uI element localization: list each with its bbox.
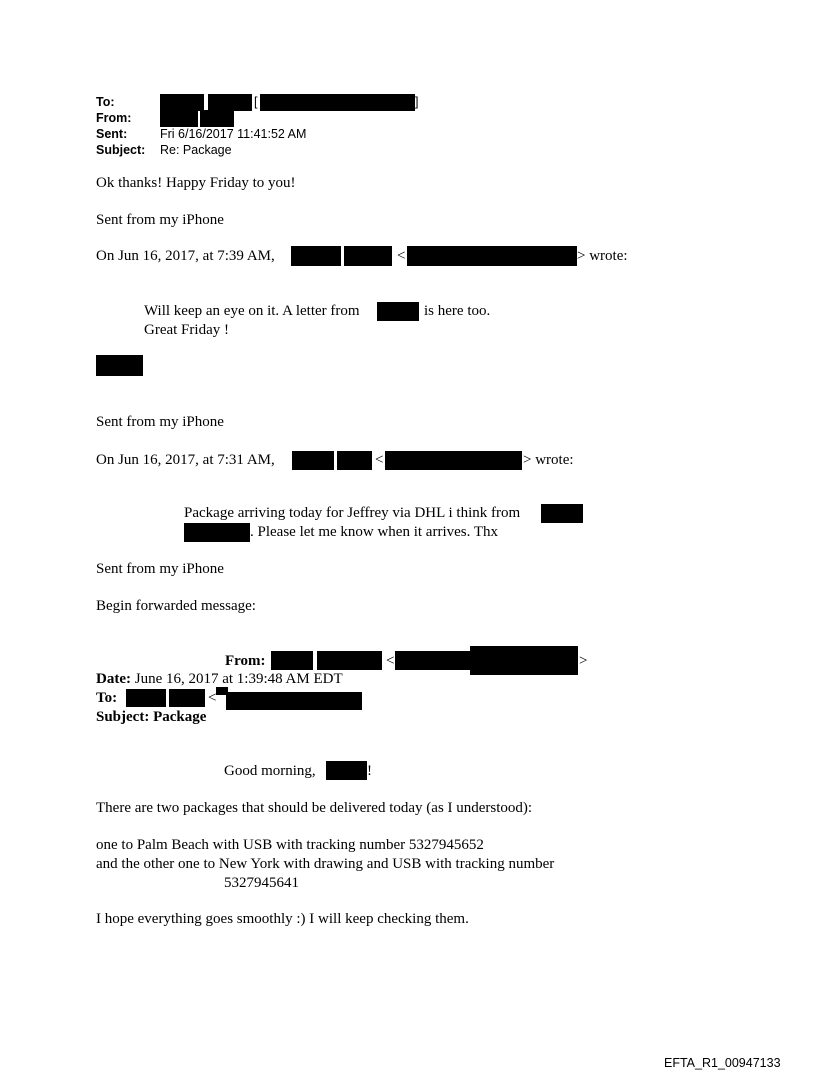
redaction (317, 651, 382, 670)
signature: Sent from my iPhone (96, 212, 224, 228)
lt-symbol: < (208, 690, 217, 706)
fwd-to-label: To: (96, 690, 118, 706)
redaction (184, 523, 250, 542)
signature: Sent from my iPhone (96, 414, 224, 430)
redaction (226, 692, 362, 710)
quote-body: Great Friday ! (144, 322, 229, 338)
lt-symbol: < (386, 653, 395, 669)
redaction (160, 110, 198, 127)
redaction (395, 651, 471, 670)
redaction (292, 451, 334, 470)
body-paragraph: I hope everything goes smoothly :) I will keep checking them. (96, 911, 469, 927)
quote-intro: On Jun 16, 2017, at 7:31 AM, (96, 452, 275, 468)
redaction (160, 94, 204, 111)
redaction (271, 651, 313, 670)
redaction (470, 646, 578, 675)
redaction (291, 246, 341, 266)
subject-label: Subject: (96, 143, 146, 157)
gt-symbol: > (579, 653, 588, 669)
bracket-close: ] (415, 95, 419, 109)
body-paragraph: and the other one to New York with drawing and USB with tracking number (96, 856, 555, 872)
redaction (541, 504, 583, 523)
redaction (96, 355, 143, 376)
redaction (126, 689, 166, 707)
fwd-subject: Subject: Package (96, 709, 207, 725)
redaction (260, 94, 415, 111)
reply-text: Ok thanks! Happy Friday to you! (96, 175, 296, 191)
quote-body: . Please let me know when it arrives. Thx (250, 524, 498, 540)
quote-intro-suffix: > wrote: (577, 248, 628, 264)
redaction (326, 761, 367, 780)
fwd-from-label: From: (225, 653, 266, 669)
signature: Sent from my iPhone (96, 561, 224, 577)
redaction (200, 110, 234, 127)
forward-label: Begin forwarded message: (96, 598, 256, 614)
body-paragraph: There are two packages that should be delivered today (as I understood): (96, 800, 533, 816)
from-label: From: (96, 111, 132, 125)
quote-intro: On Jun 16, 2017, at 7:39 AM, (96, 248, 275, 264)
redaction (407, 246, 577, 266)
quote-body: Will keep an eye on it. A letter from (144, 303, 360, 319)
lt-symbol: < (397, 248, 406, 264)
to-label: To: (96, 95, 115, 109)
sent-label: Sent: (96, 127, 128, 141)
quote-body: Package arriving today for Jeffrey via DHL i think from (184, 505, 521, 521)
subject-value: Re: Package (160, 143, 232, 157)
lt-symbol: < (375, 452, 384, 468)
quote-body: is here too. (424, 303, 491, 319)
greeting: Good morning, (224, 763, 316, 779)
tracking-number: 5327945641 (224, 875, 299, 891)
bracket-open: [ (254, 95, 258, 109)
fwd-date: Date: June 16, 2017 at 1:39:48 AM EDT (96, 671, 343, 687)
document-id: EFTA_R1_00947133 (664, 1056, 781, 1070)
quote-intro-suffix: > wrote: (523, 452, 574, 468)
redaction (377, 302, 419, 321)
greeting-end: ! (367, 763, 372, 779)
body-paragraph: one to Palm Beach with USB with tracking number 5327945652 (96, 837, 484, 853)
redaction (169, 689, 205, 707)
redaction (208, 94, 252, 111)
redaction (337, 451, 372, 470)
redaction (344, 246, 392, 266)
redaction (385, 451, 522, 470)
sent-value: Fri 6/16/2017 11:41:52 AM (160, 127, 307, 141)
